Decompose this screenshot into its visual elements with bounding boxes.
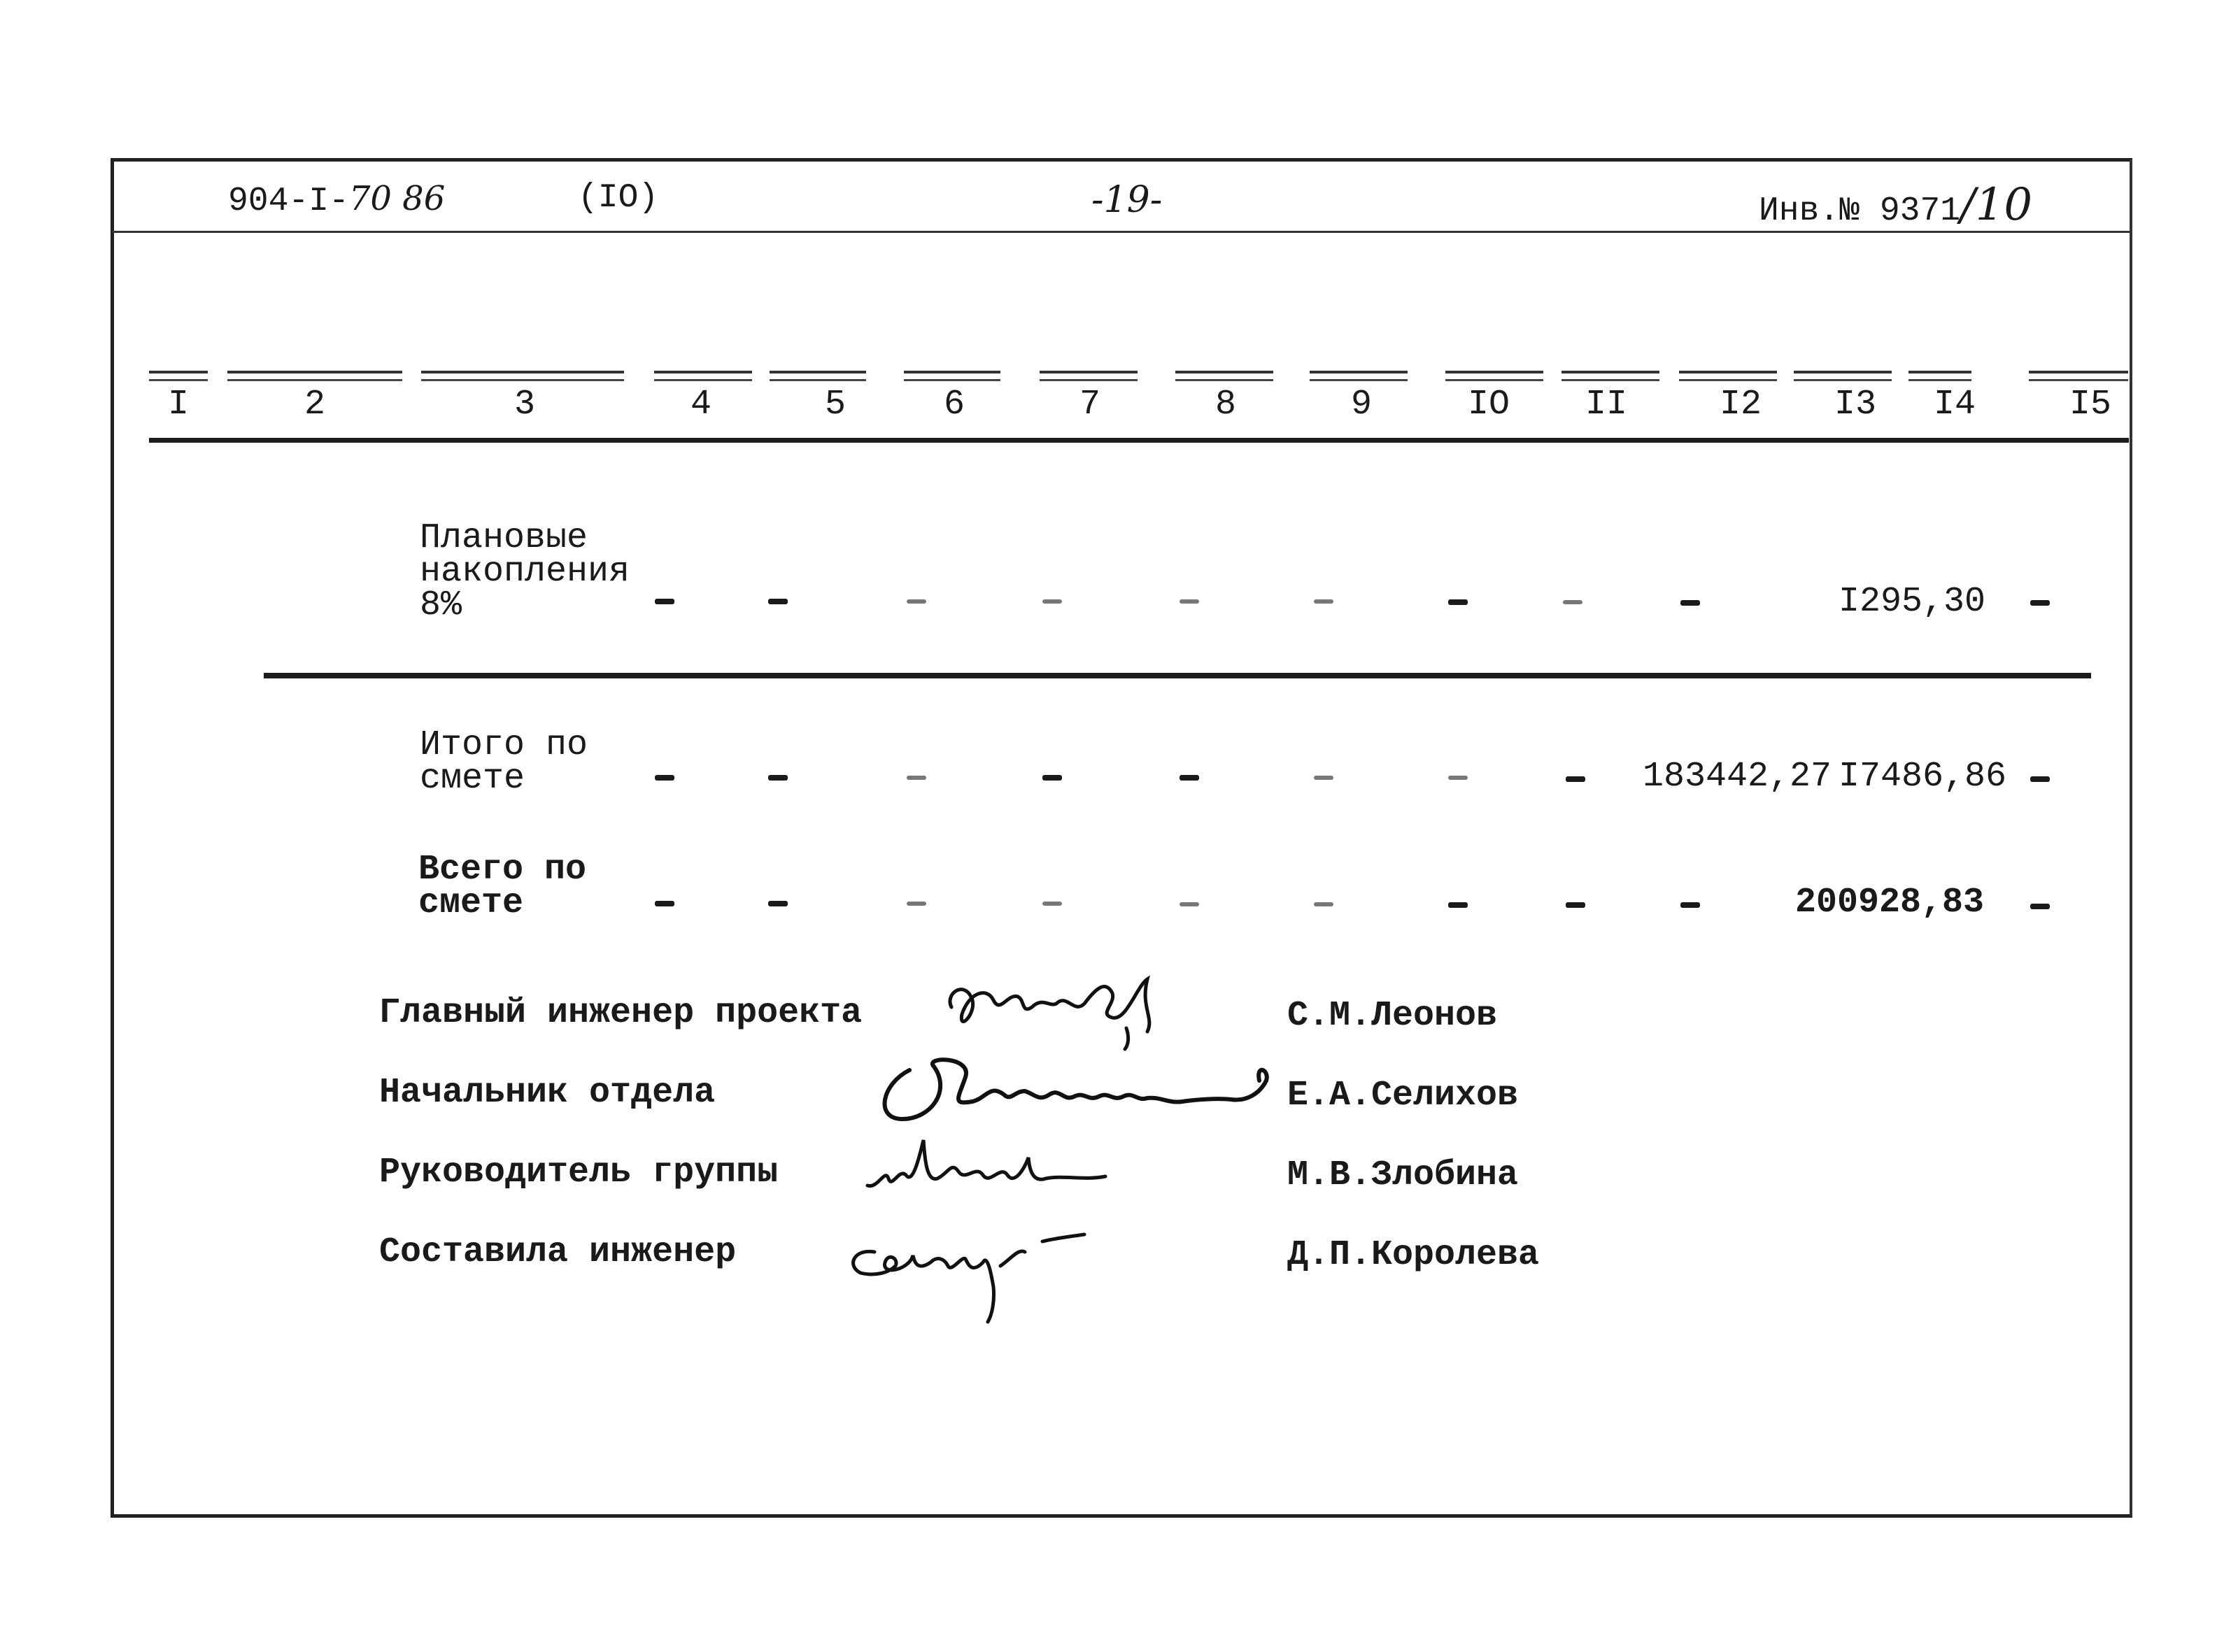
doc-code-handwritten: 70 86 — [348, 179, 446, 218]
row-value-grand-total: 200928,83 — [1795, 883, 1985, 923]
name-compiling-engineer: Д.П.Королева — [1287, 1235, 1540, 1275]
row-label-total: Всего по смете — [418, 850, 587, 923]
role-chief-engineer: Главный инженер проекта — [379, 993, 863, 1033]
page-number: -19- — [1091, 179, 1163, 221]
row-label-planned-savings: Плановые накопления 8% — [420, 518, 630, 625]
row-dash-col15 — [2030, 904, 2050, 909]
doc-code-printed: 904-I- — [228, 183, 349, 220]
column-number: 4 — [690, 385, 711, 425]
column-number: I3 — [1834, 385, 1876, 425]
role-group-leader: Руководитель группы — [379, 1153, 779, 1192]
doc-part: (IO) — [578, 179, 659, 217]
column-number: I5 — [2069, 385, 2111, 425]
column-number: 7 — [1079, 385, 1100, 425]
inventory-label: Инв.№ 9371 — [1759, 192, 1961, 230]
column-number: 2 — [304, 385, 325, 425]
row-dash-col15 — [2030, 776, 2050, 782]
role-department-head: Начальник отдела — [379, 1073, 716, 1113]
column-number: II — [1585, 385, 1627, 425]
row-value-subtotal-col13: I7486,86 — [1839, 757, 2007, 797]
column-number: 5 — [824, 385, 846, 425]
signature-department-head — [867, 1042, 1287, 1133]
column-number: 6 — [943, 385, 965, 425]
column-number: I2 — [1719, 385, 1762, 425]
name-group-leader: М.В.Злобина — [1287, 1155, 1519, 1195]
name-department-head: Е.А.Селихов — [1287, 1076, 1519, 1116]
inventory-handwritten: /10 — [1960, 179, 2033, 231]
row-label-subtotal: Итого по смете — [420, 725, 588, 799]
role-compiling-engineer: Составила инженер — [379, 1232, 737, 1272]
signature-group-leader — [860, 1126, 1140, 1203]
doc-code — [228, 179, 445, 220]
header-divider — [112, 231, 2131, 233]
inventory-number — [1759, 179, 2032, 231]
row-divider — [264, 673, 2091, 678]
column-number: 8 — [1214, 385, 1236, 425]
column-header-bottom-rule — [149, 438, 2129, 443]
column-number: I — [167, 385, 189, 425]
column-number: I4 — [1933, 385, 1976, 425]
name-chief-engineer: С.М.Леонов — [1287, 996, 1498, 1036]
column-number: 9 — [1350, 385, 1372, 425]
column-number: IO — [1467, 385, 1510, 425]
row-dash-col15 — [2030, 600, 2050, 606]
row-value-planned-savings: I295,30 — [1839, 582, 1986, 622]
row-value-subtotal-col12: 183442,27 — [1643, 757, 1832, 797]
signature-compiling-engineer — [833, 1217, 1126, 1329]
column-number: 3 — [514, 385, 535, 425]
